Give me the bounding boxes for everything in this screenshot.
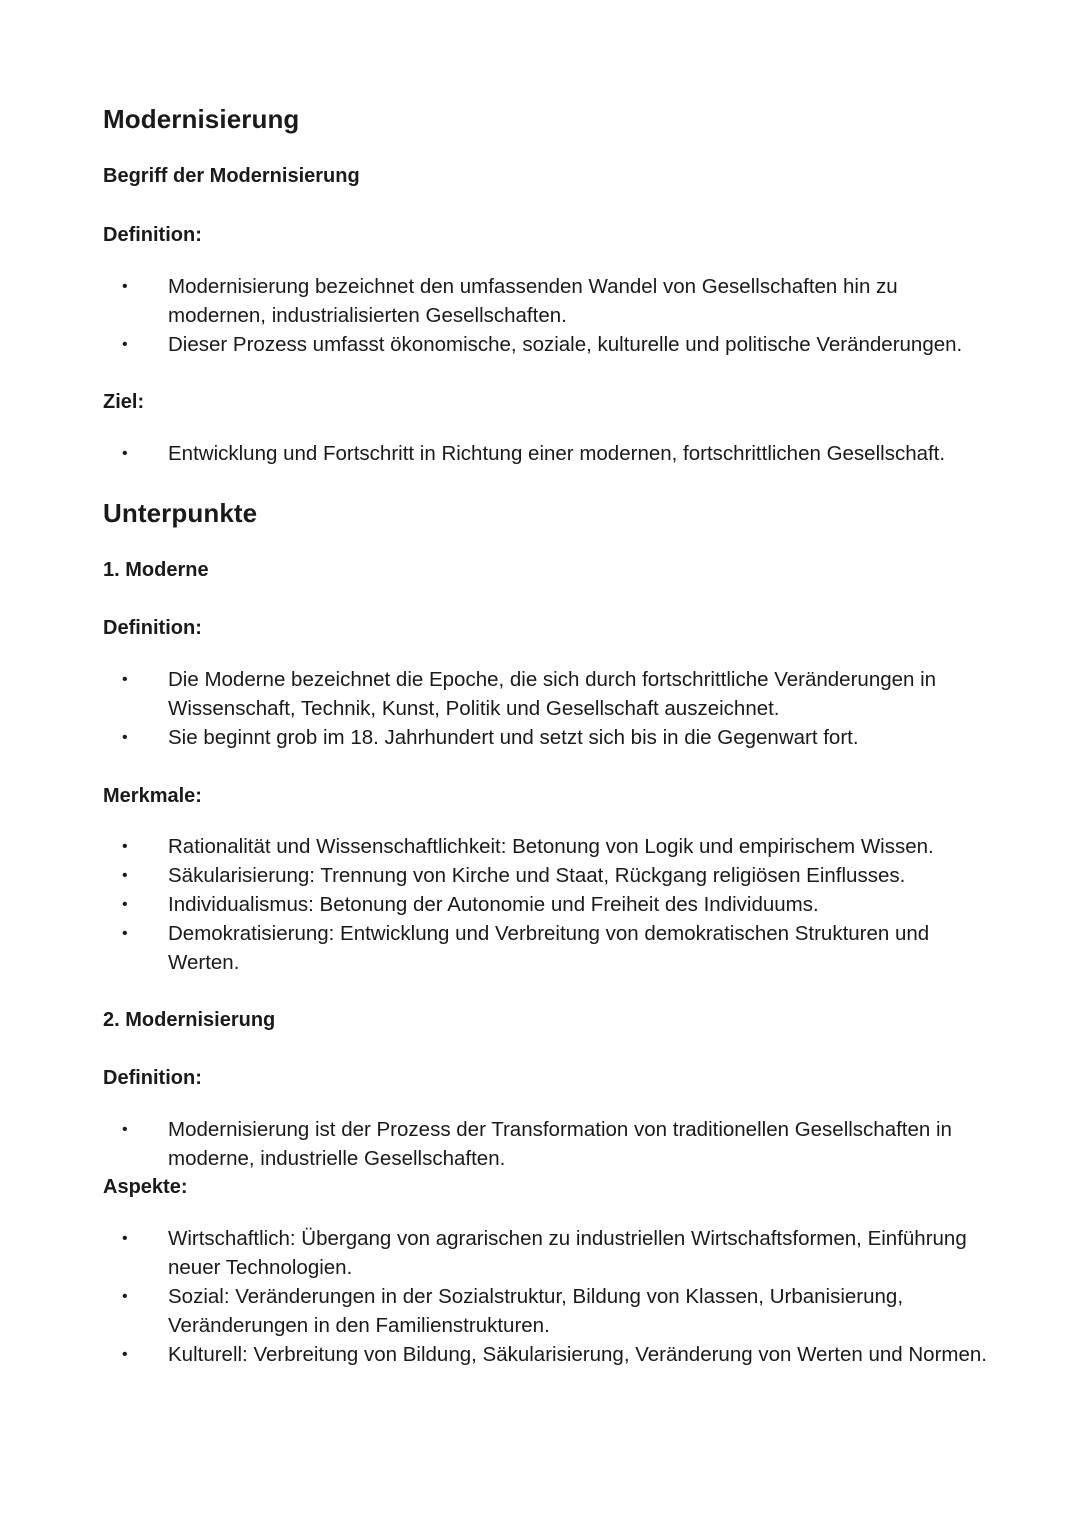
list-item-text: Die Moderne bezeichnet die Epoche, die sich durch fortschrittliche Veränderungen in Wissenschaft, Technik, Kunst, Politik und Gesellschaft auszeichnet. xyxy=(168,668,937,720)
list-item-text: Modernisierung ist der Prozess der Transformation von traditionellen Gesellschaften in moderne, industrielle Gesellschaften. xyxy=(168,1118,952,1170)
bullet-icon: • xyxy=(122,896,128,913)
list-item-text: Dieser Prozess umfasst ökonomische, soziale, kulturelle und politische Veränderungen. xyxy=(168,333,963,356)
aspekte-list xyxy=(0,1224,1080,1369)
document-title: Modernisierung xyxy=(103,104,300,134)
bullet-icon: • xyxy=(122,445,128,462)
bullet-icon: • xyxy=(122,1121,128,1138)
bullet-icon: • xyxy=(122,867,128,884)
bullet-icon: • xyxy=(122,1346,128,1363)
bullet-icon: • xyxy=(122,671,128,688)
bullet-icon: • xyxy=(122,838,128,855)
list-item xyxy=(0,919,988,977)
moderne-definition-list xyxy=(0,665,1080,752)
bullet-icon: • xyxy=(122,1230,128,1247)
list-item xyxy=(0,723,988,752)
list-item-text: Wirtschaftlich: Übergang von agrarischen zu industriellen Wirtschaftsformen, Einführung neuer Technologien. xyxy=(168,1227,967,1279)
list-item xyxy=(0,861,988,890)
section-heading-begriff: Begriff der Modernisierung xyxy=(103,165,360,187)
ziel-list xyxy=(0,439,1080,468)
label-ziel: Ziel: xyxy=(103,391,145,413)
list-item xyxy=(0,890,988,919)
list-item xyxy=(0,1340,988,1369)
list-item xyxy=(0,1115,988,1173)
bullet-icon: • xyxy=(122,729,128,746)
subsection-heading-modernisierung: 2. Modernisierung xyxy=(103,1009,276,1031)
bullet-icon: • xyxy=(122,278,128,295)
list-item xyxy=(0,665,988,723)
list-item xyxy=(0,272,988,330)
subsection-heading-moderne: 1. Moderne xyxy=(103,559,209,581)
list-item-text: Kulturell: Verbreitung von Bildung, Säkularisierung, Veränderung von Werten und Normen. xyxy=(168,1343,987,1366)
bullet-icon: • xyxy=(122,925,128,942)
label-aspekte: Aspekte: xyxy=(103,1176,188,1198)
modernisierung-definition-list xyxy=(0,1115,1080,1173)
list-item-text: Rationalität und Wissenschaftlichkeit: Betonung von Logik und empirischem Wissen. xyxy=(168,835,934,858)
label-definition: Definition: xyxy=(103,224,202,246)
list-item-text: Sie beginnt grob im 18. Jahrhundert und setzt sich bis in die Gegenwart fort. xyxy=(168,726,859,749)
merkmale-list xyxy=(0,832,1080,977)
section-heading-unterpunkte: Unterpunkte xyxy=(103,498,258,528)
list-item xyxy=(0,832,988,861)
label-definition: Definition: xyxy=(103,1067,202,1089)
list-item xyxy=(0,330,988,359)
list-item-text: Säkularisierung: Trennung von Kirche und Staat, Rückgang religiösen Einflusses. xyxy=(168,864,906,887)
label-definition: Definition: xyxy=(103,617,202,639)
list-item-text: Sozial: Veränderungen in der Sozialstruktur, Bildung von Klassen, Urbanisierung, Veränderungen in den Familienstrukturen. xyxy=(168,1285,904,1337)
bullet-icon: • xyxy=(122,1288,128,1305)
list-item xyxy=(0,1224,988,1282)
list-item xyxy=(0,439,988,468)
list-item-text: Individualismus: Betonung der Autonomie und Freiheit des Individuums. xyxy=(168,893,819,916)
label-merkmale: Merkmale: xyxy=(103,785,202,807)
list-item-text: Modernisierung bezeichnet den umfassenden Wandel von Gesellschaften hin zu modernen, industrialisierten Gesellschaften. xyxy=(168,275,898,327)
list-item-text: Entwicklung und Fortschritt in Richtung einer modernen, fortschrittlichen Gesellschaft. xyxy=(168,442,946,465)
list-item xyxy=(0,1282,988,1340)
bullet-icon: • xyxy=(122,336,128,353)
definition-list xyxy=(0,272,1080,359)
list-item-text: Demokratisierung: Entwicklung und Verbreitung von demokratischen Strukturen und Werten. xyxy=(168,922,930,974)
